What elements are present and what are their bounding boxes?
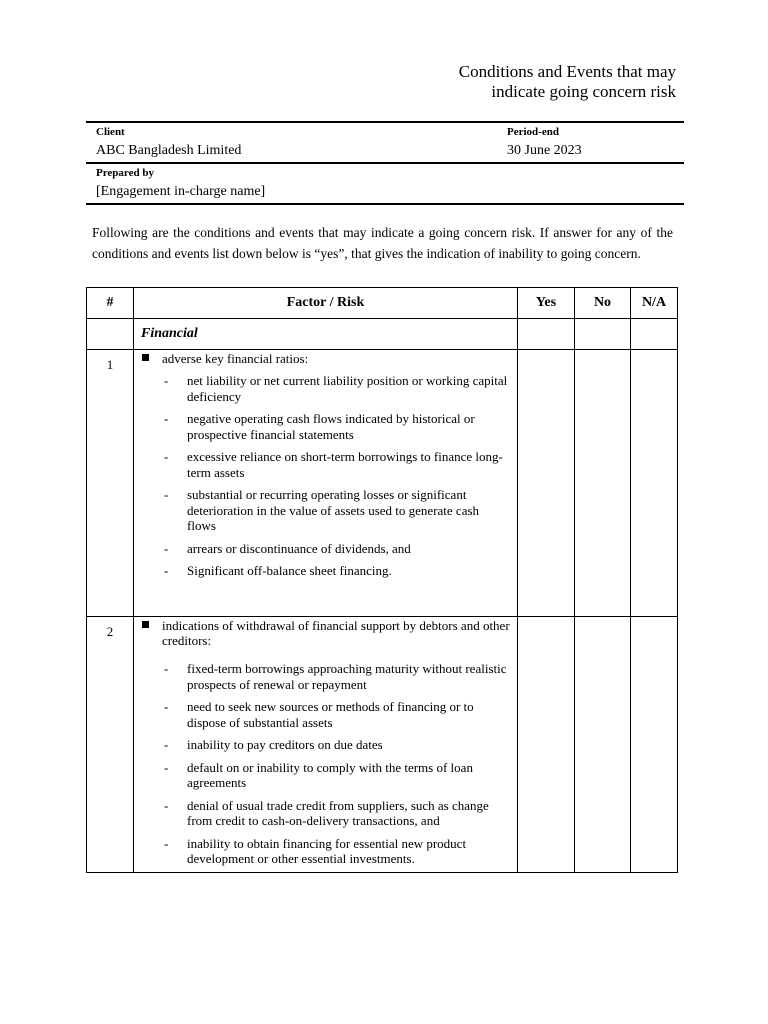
yes-cell[interactable] — [518, 617, 575, 873]
list-item: - need to seek new sources or methods of financing or to dispose of substantial assets — [164, 699, 474, 730]
prepared-value: [Engagement in-charge name] — [96, 184, 266, 199]
info-row-prepared — [86, 164, 684, 205]
sub-item-text: inability to obtain financing for essential new product development or other essential investments. — [187, 835, 467, 866]
yes-cell[interactable] — [518, 350, 575, 617]
prepared-label: Prepared by — [96, 167, 154, 179]
row-number: 1 — [87, 350, 134, 617]
sub-item-text: net liability or net current liability position or working capital deficiency — [187, 373, 508, 404]
sub-item-text: excessive reliance on short-term borrowings to finance long-term assets — [187, 449, 503, 480]
sub-item-text: arrears or discontinuance of dividends, and — [187, 540, 411, 556]
title-line-2: indicate going concern risk — [491, 82, 676, 101]
risk-table — [86, 287, 678, 873]
list-item: - fixed-term borrowings approaching maturity without realistic prospects of renewal or repayment — [164, 661, 507, 692]
list-item: - negative operating cash flows indicated by historical or prospective financial statements — [164, 411, 475, 442]
list-item: - default on or inability to comply with the terms of loan agreements — [164, 759, 473, 790]
info-row-client — [86, 123, 684, 164]
sub-item-text: fixed-term borrowings approaching maturity without realistic prospects of renewal or repayment — [187, 661, 507, 692]
period-value: 30 June 2023 — [507, 143, 582, 158]
document-title — [376, 62, 676, 102]
factor-cell — [134, 350, 518, 617]
header-num: # — [87, 288, 134, 319]
table-row — [87, 350, 678, 617]
list-item: - excessive reliance on short-term borrowings to finance long-term assets — [164, 449, 503, 480]
header-no: No — [575, 288, 631, 319]
header-factor: Factor / Risk — [134, 288, 518, 319]
sub-item-text: denial of usual trade credit from suppliers, such as change from credit to cash-on-delivery transactions, and — [187, 797, 489, 828]
info-box — [86, 121, 684, 205]
list-item: - substantial or recurring operating losses or significant deterioration in the value of assets used to generate cash flows — [164, 487, 480, 533]
main-bullet — [142, 351, 511, 366]
intro-paragraph: Following are the conditions and events that may indicate a going concern risk. If answer for any of the conditions and events list down below is “yes”, that gives the indication of inability to going concern. — [92, 225, 673, 261]
square-bullet-icon — [142, 621, 149, 628]
list-item: - inability to pay creditors on due dates — [164, 737, 383, 752]
table-header-row — [87, 288, 678, 319]
na-cell[interactable] — [631, 350, 678, 617]
client-label: Client — [96, 126, 125, 138]
period-label: Period-end — [507, 126, 559, 138]
sub-item-text: Significant off-balance sheet financing. — [187, 563, 392, 578]
section-row — [87, 319, 678, 350]
square-bullet-icon — [142, 354, 149, 361]
no-cell[interactable] — [575, 617, 631, 873]
section-yes-cell — [518, 319, 575, 350]
sub-item-text: inability to pay creditors on due dates — [187, 737, 383, 752]
no-cell[interactable] — [575, 350, 631, 617]
section-title: Financial — [134, 319, 518, 350]
section-num-cell — [87, 319, 134, 350]
list-item: - inability to obtain financing for essential new product development or other essential investments. — [164, 835, 467, 866]
main-bullet-text: adverse key financial ratios: — [162, 351, 309, 366]
main-bullet-text: indications of withdrawal of financial support by debtors and other creditors: — [162, 618, 510, 648]
list-item: - net liability or net current liability position or working capital deficiency — [164, 373, 508, 404]
main-bullet — [142, 618, 511, 648]
na-cell[interactable] — [631, 617, 678, 873]
list-item: - denial of usual trade credit from suppliers, such as change from credit to cash-on-delivery transactions, and — [164, 797, 489, 828]
sub-item-text: need to seek new sources or methods of financing or to dispose of substantial assets — [187, 699, 474, 730]
section-na-cell — [631, 319, 678, 350]
section-no-cell — [575, 319, 631, 350]
sub-item-text: default on or inability to comply with the terms of loan agreements — [187, 759, 473, 790]
header-na: N/A — [631, 288, 678, 319]
header-yes: Yes — [518, 288, 575, 319]
row-number: 2 — [87, 617, 134, 873]
sub-item-text: substantial or recurring operating losses or significant deterioration in the value of assets used to generate cash flows — [187, 487, 480, 533]
title-line-1: Conditions and Events that may — [458, 62, 676, 81]
sub-item-text: negative operating cash flows indicated by historical or prospective financial statements — [187, 411, 475, 442]
factor-cell — [134, 617, 518, 873]
list-item: - Significant off-balance sheet financing. — [164, 563, 392, 578]
list-item: - arrears or discontinuance of dividends, and — [164, 540, 411, 556]
table-row — [87, 617, 678, 873]
sub-list — [142, 373, 511, 579]
sub-list — [142, 661, 511, 867]
client-value: ABC Bangladesh Limited — [96, 143, 242, 158]
